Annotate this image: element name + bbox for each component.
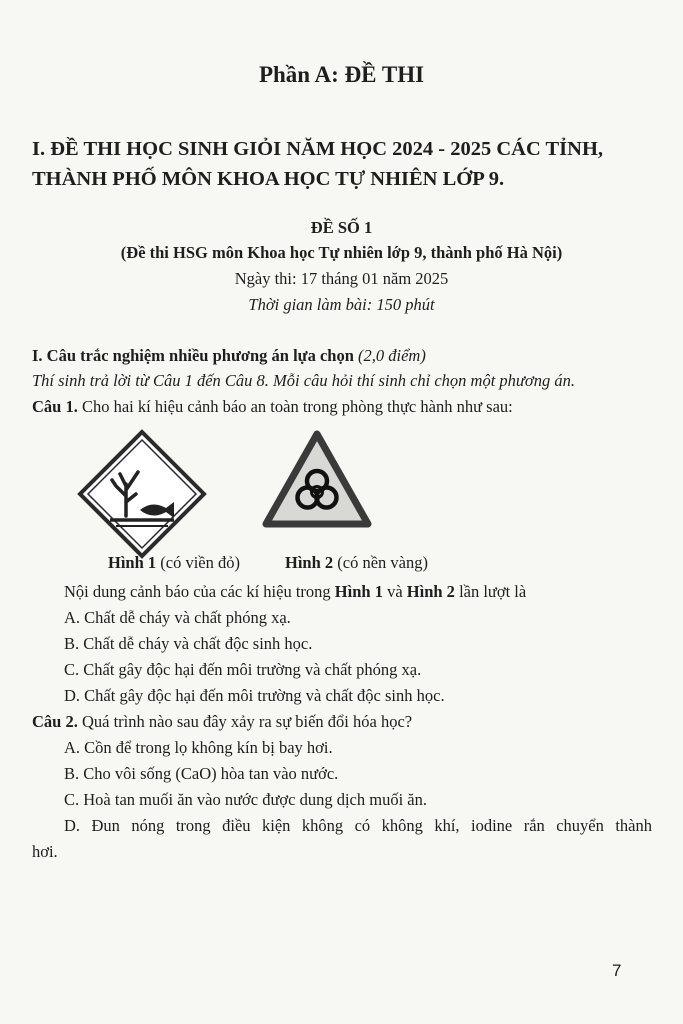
section-title-line-1: I. ĐỀ THI HỌC SINH GIỎI NĂM HỌC 2024 - 2025 CÁC TỈNH,	[32, 138, 604, 160]
biohazard-icon	[262, 430, 372, 530]
question-2-option-c: C. Hoà tan muối ăn vào nước được dung dịch muối ăn.	[64, 790, 427, 809]
question-2-option-d: D. Đun nóng trong điều kiện không có không khí, iodine rắn chuyển thành	[64, 816, 652, 835]
figure-2-caption	[285, 553, 428, 573]
question-1	[32, 397, 657, 417]
question-2	[32, 712, 657, 732]
section-title-line-2: THÀNH PHỐ MÔN KHOA HỌC TỰ NHIÊN LỚP 9.	[32, 168, 505, 190]
part-title: Phần A: ĐỀ THI	[258, 62, 425, 87]
question-1-prompt	[64, 582, 683, 602]
part1-points: (2,0 điểm)	[358, 346, 426, 365]
prompt-figure-1: Hình 1	[334, 582, 383, 601]
page-number: 7	[612, 961, 622, 980]
prompt-part: và	[382, 582, 407, 601]
question-1-option-c: C. Chất gây độc hại đến môi trường và chất phóng xạ.	[64, 660, 422, 679]
figure-2-label: Hình 2	[285, 553, 334, 572]
exam-number: ĐỀ SỐ 1	[310, 218, 373, 237]
figure-1-caption	[108, 553, 240, 573]
part1-heading: I. Câu trắc nghiệm nhiều phương án lựa chọn	[32, 346, 354, 365]
exam-date: Ngày thi: 17 tháng 01 năm 2025	[234, 269, 449, 288]
environment-hazard-icon	[76, 428, 208, 560]
part1-instruction: Thí sinh trả lời từ Câu 1 đến Câu 8. Mỗi câu hỏi thí sinh chỉ chọn một phương án.	[32, 371, 575, 390]
question-2-label: Câu 2.	[32, 712, 78, 731]
figure-1-note: (có viền đỏ)	[156, 553, 241, 572]
question-1-option-a: A. Chất dễ cháy và chất phóng xạ.	[64, 608, 291, 627]
question-1-label: Câu 1.	[32, 397, 78, 416]
question-2-option-a: A. Cồn để trong lọ không kín bị bay hơi.	[64, 738, 333, 757]
part1-heading-line	[32, 346, 657, 366]
question-2-text: Quá trình nào sau đây xảy ra sự biến đổi hóa học?	[77, 712, 413, 731]
figure-2-note: (có nền vàng)	[333, 553, 428, 572]
question-1-text: Cho hai kí hiệu cảnh báo an toàn trong phòng thực hành như sau:	[77, 397, 513, 416]
question-1-option-b: B. Chất dễ cháy và chất độc sinh học.	[64, 634, 313, 653]
question-1-option-d: D. Chất gây độc hại đến môi trường và chất độc sinh học.	[64, 686, 445, 705]
question-2-option-b: B. Cho vôi sống (CaO) hòa tan vào nước.	[64, 764, 339, 783]
question-2-option-d-continued: hơi.	[32, 842, 58, 861]
prompt-part: Nội dung cảnh báo của các kí hiệu trong	[64, 582, 335, 601]
section-title	[32, 134, 662, 194]
prompt-part: lần lượt là	[454, 582, 527, 601]
figure-1-label: Hình 1	[108, 553, 157, 572]
exam-subtitle: (Đề thi HSG môn Khoa học Tự nhiên lớp 9, thành phố Hà Nội)	[120, 243, 563, 262]
prompt-figure-2: Hình 2	[406, 582, 455, 601]
exam-time: Thời gian làm bài: 150 phút	[248, 295, 435, 314]
